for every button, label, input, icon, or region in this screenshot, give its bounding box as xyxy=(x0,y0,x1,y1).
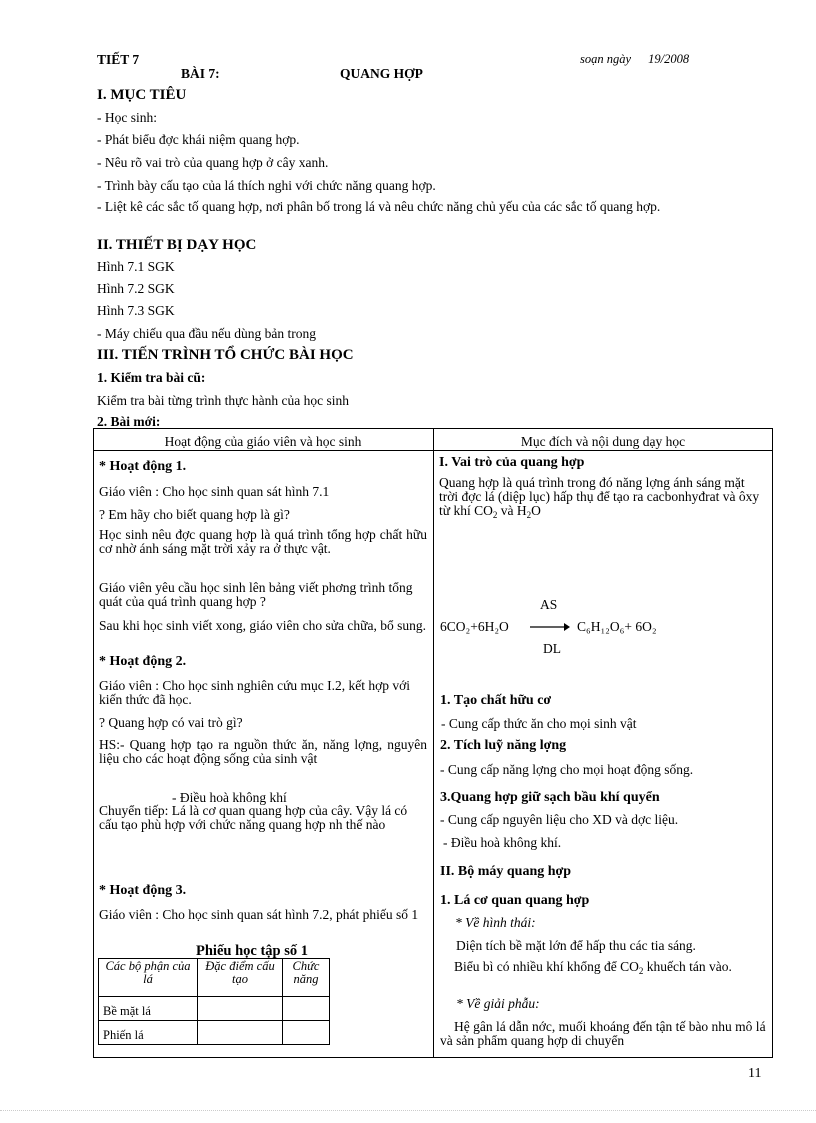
worksheet-row-label: Bề mặt lá xyxy=(99,997,198,1021)
left-paragraph: ? Em hãy cho biết quang hợp là gì? xyxy=(99,507,290,522)
worksheet-header-function: Chức năng xyxy=(283,959,330,997)
right-paragraph: Hệ gân lá dẫn nớc, muối khoáng đến tận tế bào nhu mô lá và sản phẩm quang hợp di chuyển xyxy=(440,1020,766,1048)
subheading-review: 1. Kiểm tra bài cũ: xyxy=(97,370,206,385)
objective-item: - Trình bày cấu tạo của lá thích nghi với chức năng quang hợp. xyxy=(97,178,436,193)
right-paragraph: - Điều hoà không khí. xyxy=(443,835,562,850)
activity-1-heading: * Hoạt động 1. xyxy=(99,459,187,474)
section2-heading: II. THIẾT BỊ DẠY HỌC xyxy=(97,237,257,253)
equipment-item: - Máy chiếu qua đầu nếu dùng bản trong xyxy=(97,326,316,341)
right-heading: I. Vai trò của quang hợp xyxy=(439,455,585,470)
page-footer-line xyxy=(0,1110,816,1111)
left-paragraph: Giáo viên : Cho học sinh nghiên cứu mục I.2, kết hợp với kiến thức đã học. xyxy=(99,678,411,707)
lesson-title: QUANG HỢP xyxy=(340,66,423,81)
photosynthesis-definition: Quang hợp là quá trình trong đó năng lợng ánh sáng mặt trời đợc lá (diệp lục) hấp thụ để tạo ra cacbonhyđrat và ôxy từ khí CO xyxy=(439,475,760,518)
right-heading: II. Bộ máy quang hợp xyxy=(440,864,572,879)
definition-text: O xyxy=(531,503,541,518)
left-paragraph: - Điều hoà không khí xyxy=(172,790,287,805)
subscript: 2 xyxy=(526,510,532,520)
epidermis-text: Biểu bì có nhiều khí khổng để CO xyxy=(454,959,639,974)
objective-item: - Liệt kê các sắc tố quang hợp, nơi phân bố trong lá và nêu chức năng chủ yếu của các sắc tố quang hợp. xyxy=(97,199,661,214)
table-header-divider xyxy=(93,450,773,451)
lesson-bai: BÀI 7: xyxy=(181,66,220,81)
right-paragraph xyxy=(439,476,767,522)
right-subheading: * Về giải phẫu: xyxy=(456,996,540,1011)
date-prefix: soạn ngày xyxy=(580,52,632,66)
equipment-item: Hình 7.1 SGK xyxy=(97,259,175,274)
review-text: Kiểm tra bài từng trình thực hành của học sinh xyxy=(97,393,349,408)
left-paragraph: Giáo viên : Cho học sinh quan sát hình 7.2, phát phiếu số 1 xyxy=(99,907,419,922)
equation-condition-bottom: DL xyxy=(543,641,561,656)
activity-3-heading: * Hoạt động 3. xyxy=(99,883,187,898)
worksheet-header-parts: Các bộ phận của lá xyxy=(99,959,198,997)
objective-item: - Nêu rõ vai trò của quang hợp ở cây xanh. xyxy=(97,155,329,170)
right-heading: 1. Lá cơ quan quang hợp xyxy=(440,893,590,908)
col-header-left: Hoạt động của giáo viên và học sinh xyxy=(164,434,362,449)
epidermis-text: khuếch tán vào. xyxy=(643,959,732,974)
worksheet-cell xyxy=(283,1021,330,1045)
objective-item: - Học sinh: xyxy=(97,110,157,125)
date-value: 19/2008 xyxy=(648,52,690,66)
left-paragraph: Giáo viên yêu cầu học sinh lên bảng viết phơng trình tổng quát của quá trình quang hợp ? xyxy=(99,580,413,609)
worksheet-header-structure: Đặc điểm cấu tạo xyxy=(198,959,283,997)
subheading-new-lesson: 2. Bài mới: xyxy=(97,414,161,429)
worksheet-cell xyxy=(198,997,283,1021)
equation-arrow xyxy=(530,621,570,633)
right-paragraph: - Cung cấp nguyên liệu cho XD và dợc liệu. xyxy=(440,812,679,827)
subscript: 2 xyxy=(492,510,498,520)
right-heading: 2. Tích luỹ năng lợng xyxy=(440,738,567,753)
right-heading: 1. Tạo chất hữu cơ xyxy=(440,693,552,708)
left-paragraph: Giáo viên : Cho học sinh quan sát hình 7.1 xyxy=(99,484,330,499)
right-paragraph: - Cung cấp năng lợng cho mọi hoạt động sống. xyxy=(440,762,694,777)
objective-item: - Phát biểu đợc khái niệm quang hợp. xyxy=(97,132,300,147)
right-subheading: * Về hình thái: xyxy=(455,915,536,930)
worksheet-cell xyxy=(198,1021,283,1045)
table-column-divider xyxy=(433,428,434,1058)
equation-products: C₆H₁₂O₆+ 6O₂ xyxy=(577,619,657,634)
equipment-item: Hình 7.3 SGK xyxy=(97,303,175,318)
worksheet-row-label: Phiến lá xyxy=(99,1021,198,1045)
date-label xyxy=(580,52,689,67)
subscript: 2 xyxy=(638,966,644,976)
worksheet-title: Phiếu học tập số 1 xyxy=(196,943,308,959)
equation-reactants: 6CO₂+6H₂O xyxy=(440,619,509,634)
right-heading: 3.Quang hợp giữ sạch bầu khí quyển xyxy=(440,790,660,805)
left-paragraph: Chuyển tiếp: Lá là cơ quan quang hợp của cây. Vậy lá có cấu tạo phù hợp với chức năng quang hợp nh thế nào xyxy=(99,803,408,832)
equation-condition-top: AS xyxy=(540,597,558,612)
worksheet-table xyxy=(98,958,330,1045)
left-paragraph: ? Quang hợp có vai trò gì? xyxy=(99,715,243,730)
equipment-item: Hình 7.2 SGK xyxy=(97,281,175,296)
right-paragraph xyxy=(440,960,768,978)
section1-heading: I. MỤC TIÊU xyxy=(97,87,187,103)
col-header-right: Mục đích và nội dung dạy học xyxy=(520,434,686,449)
left-paragraph: Sau khi học sinh viết xong, giáo viên cho sửa chữa, bổ sung. xyxy=(99,618,426,633)
right-paragraph: - Cung cấp thức ăn cho mọi sinh vật xyxy=(441,716,637,731)
left-paragraph: HS:- Quang hợp tạo ra nguồn thức ăn, năng lợng, nguyên liệu cho các hoạt động sống của sinh vật xyxy=(99,737,427,766)
lesson-number: TIẾT 7 xyxy=(97,52,140,67)
worksheet-cell xyxy=(283,997,330,1021)
activity-2-heading: * Hoạt động 2. xyxy=(99,654,187,669)
left-paragraph: Học sinh nêu đợc quang hợp là quá trình tổng hợp chất hữu cơ nhờ ánh sáng mặt trời xảy ra ở thực vật. xyxy=(99,527,427,556)
right-paragraph: Diện tích bề mặt lớn để hấp thu các tia sáng. xyxy=(456,938,696,953)
definition-text: và H xyxy=(497,503,527,518)
page-number: 11 xyxy=(748,1066,762,1081)
section3-heading: III. TIẾN TRÌNH TỔ CHỨC BÀI HỌC xyxy=(97,347,354,363)
